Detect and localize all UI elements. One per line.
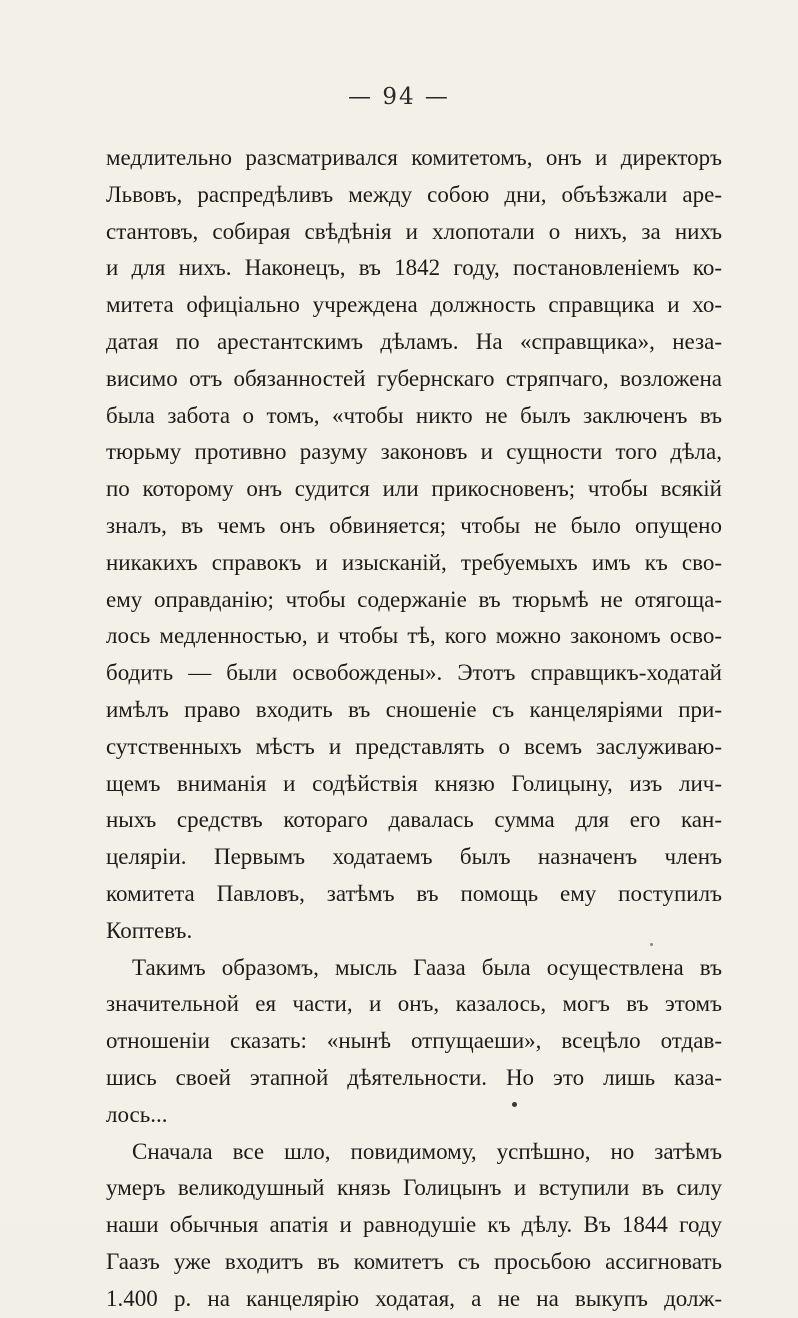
text-line: Гаазъ уже входитъ въ комитетъ съ просьбою ассигновать <box>106 1248 722 1274</box>
text-line: лось... <box>106 1101 168 1127</box>
text-line: Такимъ образомъ, мысль Гааза была осуществлена въ <box>132 954 722 980</box>
text-line: митета офиціально учреждена должность справщика и хо- <box>106 292 722 318</box>
text-line: медлительно разсматривался комитетомъ, онъ и директоръ <box>106 145 722 170</box>
text-line: Коптевъ. <box>106 917 193 943</box>
text-line: бодить — были освобождены». Этотъ справщикъ-ходатай <box>106 660 722 686</box>
text-line: ныхъ средствъ котораго давалась сумма для его кан- <box>106 807 722 833</box>
text-line: Львовъ, распредѣливъ между собою дни, объѣзжали аре- <box>106 181 722 207</box>
text-line: целяріи. Первымъ ходатаемъ былъ назначенъ членъ <box>106 844 722 870</box>
text-line: умеръ великодушный князь Голицынъ и вступили въ силу <box>106 1175 722 1201</box>
text-line: 1.400 р. на канцелярію ходатая, а не на выкупъ долж- <box>106 1285 722 1311</box>
body-text <box>106 140 722 1318</box>
text-line: щемъ вниманія и содѣйствія князю Голицыну, изъ лич- <box>106 770 722 796</box>
text-line: отношеніи сказать: «нынѣ отпущаеши», всецѣло отдав- <box>106 1028 722 1054</box>
text-line: была забота о томъ, «чтобы никто не былъ заключенъ въ <box>106 402 722 428</box>
text-line: зналъ, въ чемъ онъ обвиняется; чтобы не было опущено <box>106 512 722 538</box>
text-line: комитета Павловъ, затѣмъ въ помощь ему поступилъ <box>106 880 722 906</box>
print-speck <box>650 943 653 946</box>
page-number: — 94 — <box>348 84 450 110</box>
text-line: и для нихъ. Наконецъ, въ 1842 году, постановленіемъ ко- <box>106 255 722 281</box>
text-line: имѣлъ право входить въ сношеніе съ канцеляріями при- <box>106 696 722 722</box>
text-line: стантовъ, собирая свѣдѣнія и хлопотали о нихъ, за нихъ <box>106 218 722 244</box>
print-speck <box>512 1102 517 1107</box>
text-line: тюрьму противно разуму законовъ и сущности того дѣла, <box>106 439 722 465</box>
text-line: наши обычныя апатія и равнодушіе къ дѣлу. Въ 1844 году <box>106 1212 722 1238</box>
text-line: висимо отъ обязанностей губернскаго стряпчаго, возложена <box>106 365 722 391</box>
text-line: лось медленностью, и чтобы тѣ, кого можно закономъ осво- <box>106 623 722 649</box>
text-line: датая по арестантскимъ дѣламъ. На «справщика», неза- <box>106 328 722 354</box>
text-line: по которому онъ судится или прикосновенъ; чтобы всякій <box>106 476 722 502</box>
text-line: никакихъ справокъ и изысканій, требуемыхъ имъ къ сво- <box>106 549 722 575</box>
text-line: шись своей этапной дѣятельности. Но это лишь каза- <box>106 1064 722 1090</box>
text-line: ему оправданію; чтобы содержаніе въ тюрьмѣ не отягоща- <box>106 586 722 612</box>
text-line: Сначала все шло, повидимому, успѣшно, но затѣмъ <box>132 1138 722 1164</box>
text-line: значительной ея части, и онъ, казалось, могъ въ этомъ <box>106 991 722 1017</box>
text-line: сутственныхъ мѣстъ и представлять о всемъ заслуживаю- <box>106 733 722 759</box>
